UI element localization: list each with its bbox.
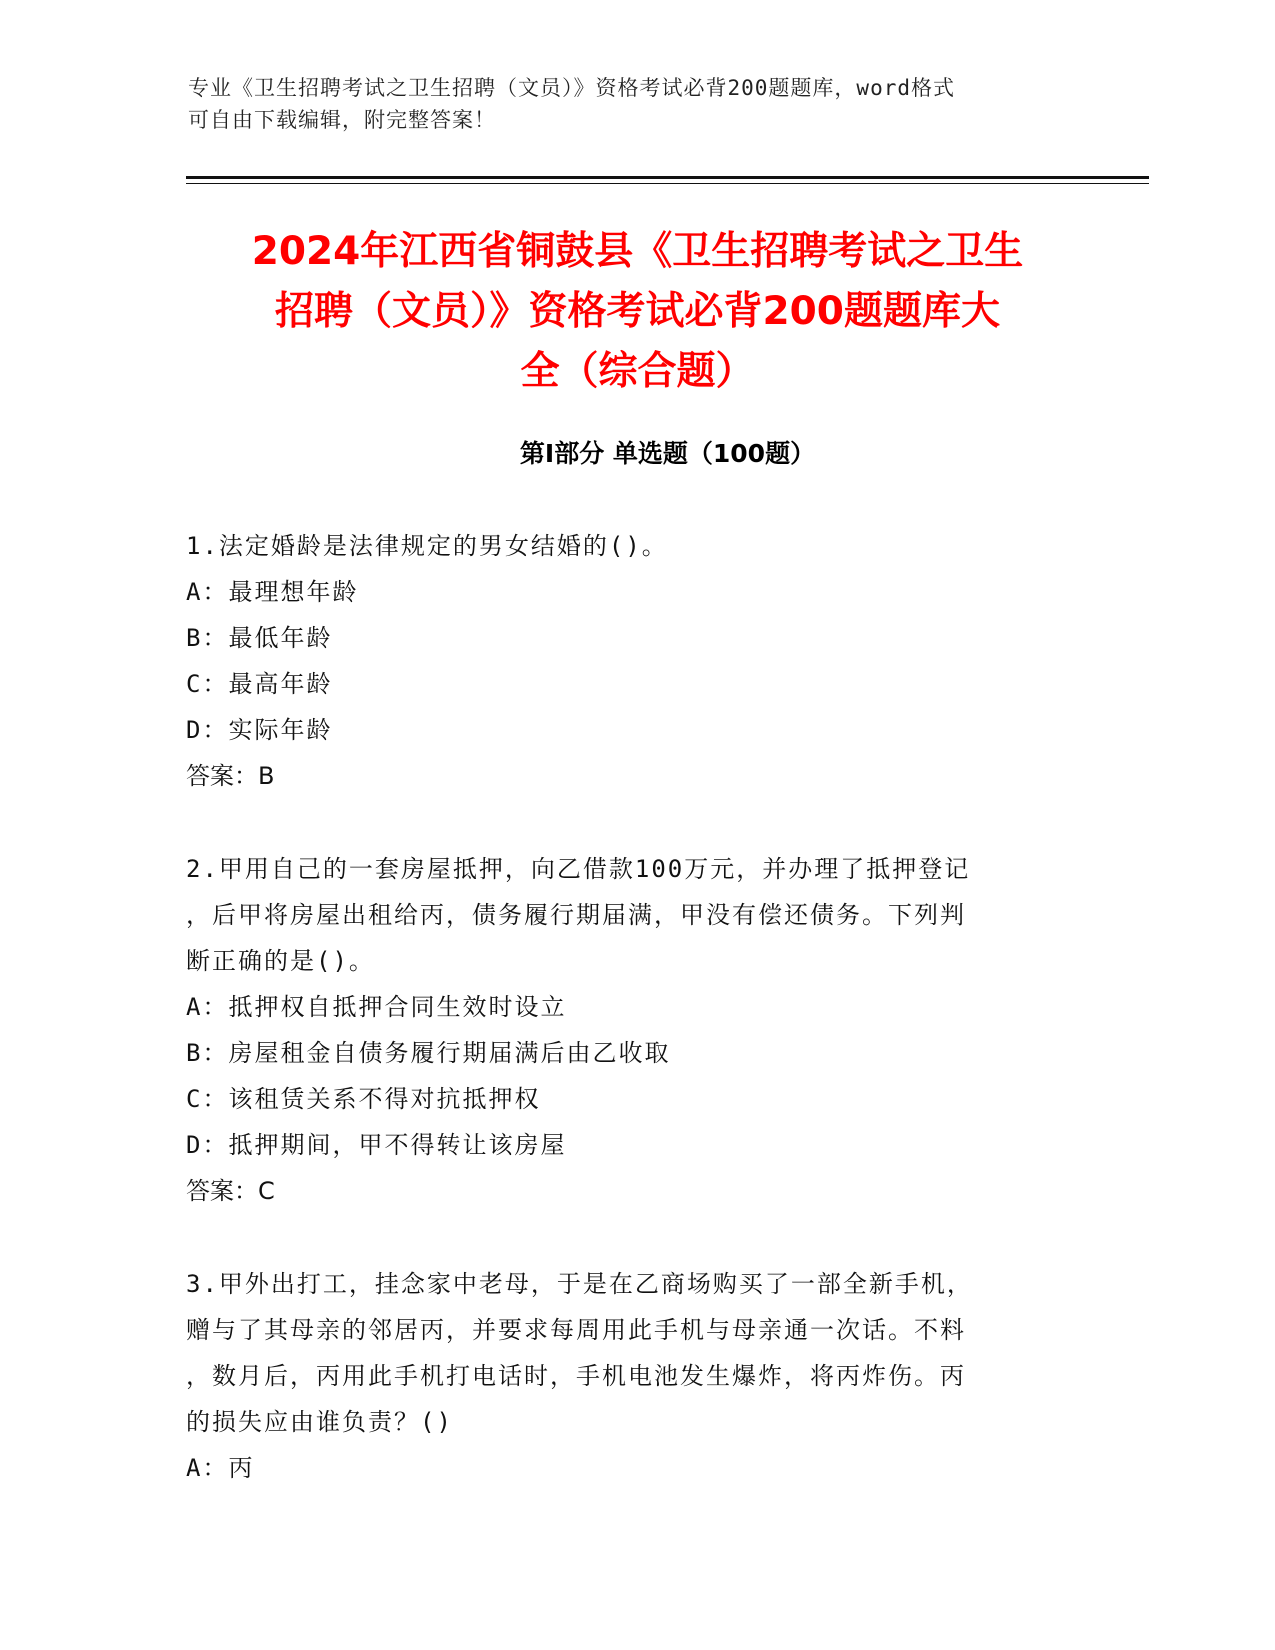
question-text: 赠与了其母亲的邻居丙，并要求每周用此手机与母亲通一次话。不料 bbox=[186, 1316, 966, 1344]
answer-text: 答案：C bbox=[186, 1177, 275, 1205]
header-note-line: 专业《卫生招聘考试之卫生招聘（文员）》资格考试必背200题题库，word格式 bbox=[188, 76, 955, 100]
question-text: 3.甲外出打工，挂念家中老母，于是在乙商场购买了一部全新手机， bbox=[186, 1270, 973, 1298]
option-c: C：最高年龄 bbox=[186, 670, 333, 698]
question-list bbox=[186, 523, 1066, 1491]
option-b: B：房屋租金自债务履行期届满后由乙收取 bbox=[186, 1039, 671, 1067]
header-divider-thick bbox=[186, 176, 1149, 179]
option-a: A：最理想年龄 bbox=[186, 578, 359, 606]
option-d: D：抵押期间，甲不得转让该房屋 bbox=[186, 1131, 567, 1159]
question-text: 1.法定婚龄是法律规定的男女结婚的()。 bbox=[186, 532, 668, 560]
answer-text: 答案：B bbox=[186, 762, 275, 790]
header-divider-thin bbox=[186, 183, 1149, 184]
question-item bbox=[186, 846, 1066, 1214]
title-line: 2024年江西省铜鼓县《卫生招聘考试之卫生 bbox=[251, 229, 1024, 274]
question-item bbox=[186, 1261, 1066, 1491]
question-text: 断正确的是()。 bbox=[186, 947, 375, 975]
question-text: ，后甲将房屋出租给丙，债务履行期届满，甲没有偿还债务。下列判 bbox=[186, 901, 966, 929]
option-b: B：最低年龄 bbox=[186, 624, 333, 652]
question-text: 的损失应由谁负责？() bbox=[186, 1408, 453, 1436]
header-note-line: 可自由下载编辑，附完整答案！ bbox=[188, 108, 496, 132]
title-line: 招聘（文员）》资格考试必背200题题库大 bbox=[275, 289, 1000, 334]
header-note bbox=[188, 72, 1068, 136]
option-c: C：该租赁关系不得对抗抵押权 bbox=[186, 1085, 541, 1113]
title-line: 全（综合题） bbox=[520, 349, 755, 394]
section-title: 第Ⅰ部分 单选题（100题） bbox=[519, 439, 816, 468]
question-text: 2.甲用自己的一套房屋抵押，向乙借款100万元，并办理了抵押登记 bbox=[186, 855, 971, 883]
option-a: A：丙 bbox=[186, 1454, 255, 1482]
option-d: D：实际年龄 bbox=[186, 716, 333, 744]
option-a: A：抵押权自抵押合同生效时设立 bbox=[186, 993, 567, 1021]
question-text: ，数月后，丙用此手机打电话时，手机电池发生爆炸，将丙炸伤。丙 bbox=[186, 1362, 966, 1390]
document-title bbox=[170, 222, 1105, 402]
question-item bbox=[186, 523, 1066, 799]
